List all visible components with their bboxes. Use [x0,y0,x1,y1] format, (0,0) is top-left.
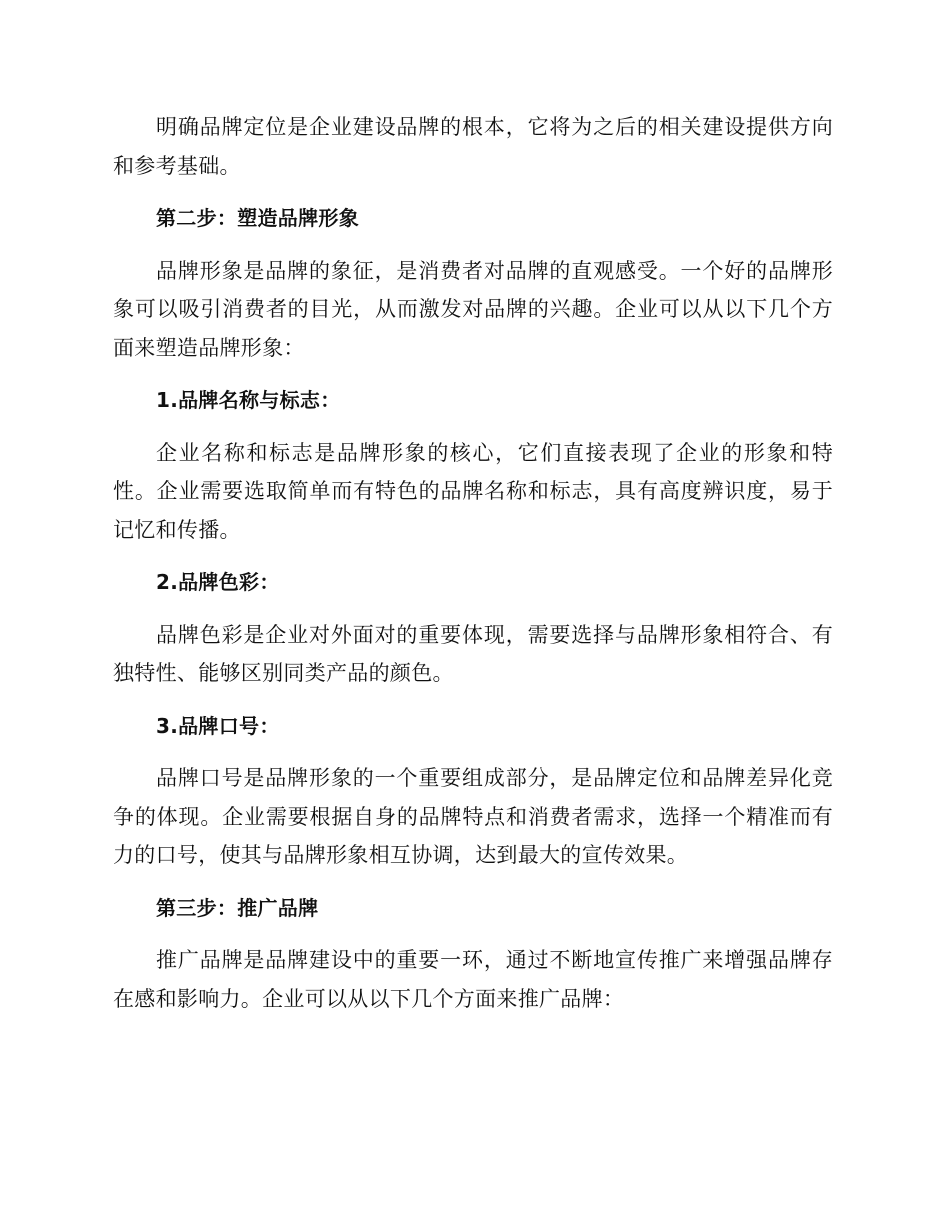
paragraph-brand-name-logo: 企业名称和标志是品牌形象的核心，它们直接表现了企业的形象和特性。企业需要选取简单而有特色的品牌名称和标志，具有高度辨识度，易于记忆和传播。 [113,440,833,542]
paragraph-brand-slogan: 品牌口号是品牌形象的一个重要组成部分，是品牌定位和品牌差异化竞争的体现。企业需要根据自身的品牌特点和消费者需求，选择一个精准而有力的口号，使其与品牌形象相互协调，达到最大的宣传效果。 [113,766,833,867]
heading-brand-slogan: 3.品牌口号： [156,713,280,738]
paragraph-brand-image: 品牌形象是品牌的象征，是消费者对品牌的直观感受。一个好的品牌形象可以吸引消费者的目光，从而激发对品牌的兴趣。企业可以从以下几个方面来塑造品牌形象： [113,258,833,360]
heading-brand-name-logo: 1.品牌名称与标志： [156,388,341,412]
paragraph-brand-promotion: 推广品牌是品牌建设中的重要一环，通过不断地宣传推广来增强品牌存在感和影响力。企业可以从以下几个方面来推广品牌： [113,948,833,1011]
heading-brand-color: 2.品牌色彩： [156,570,280,594]
heading-step-two: 第二步：塑造品牌形象 [156,206,359,230]
document-body [113,108,833,1032]
paragraph-brand-positioning: 明确品牌定位是企业建设品牌的根本，它将为之后的相关建设提供方向和参考基础。 [113,115,833,178]
heading-step-three: 第三步：推广品牌 [156,895,319,920]
paragraph-brand-color: 品牌色彩是企业对外面对的重要体现，需要选择与品牌形象相符合、有独特性、能够区别同类产品的颜色。 [113,622,833,685]
